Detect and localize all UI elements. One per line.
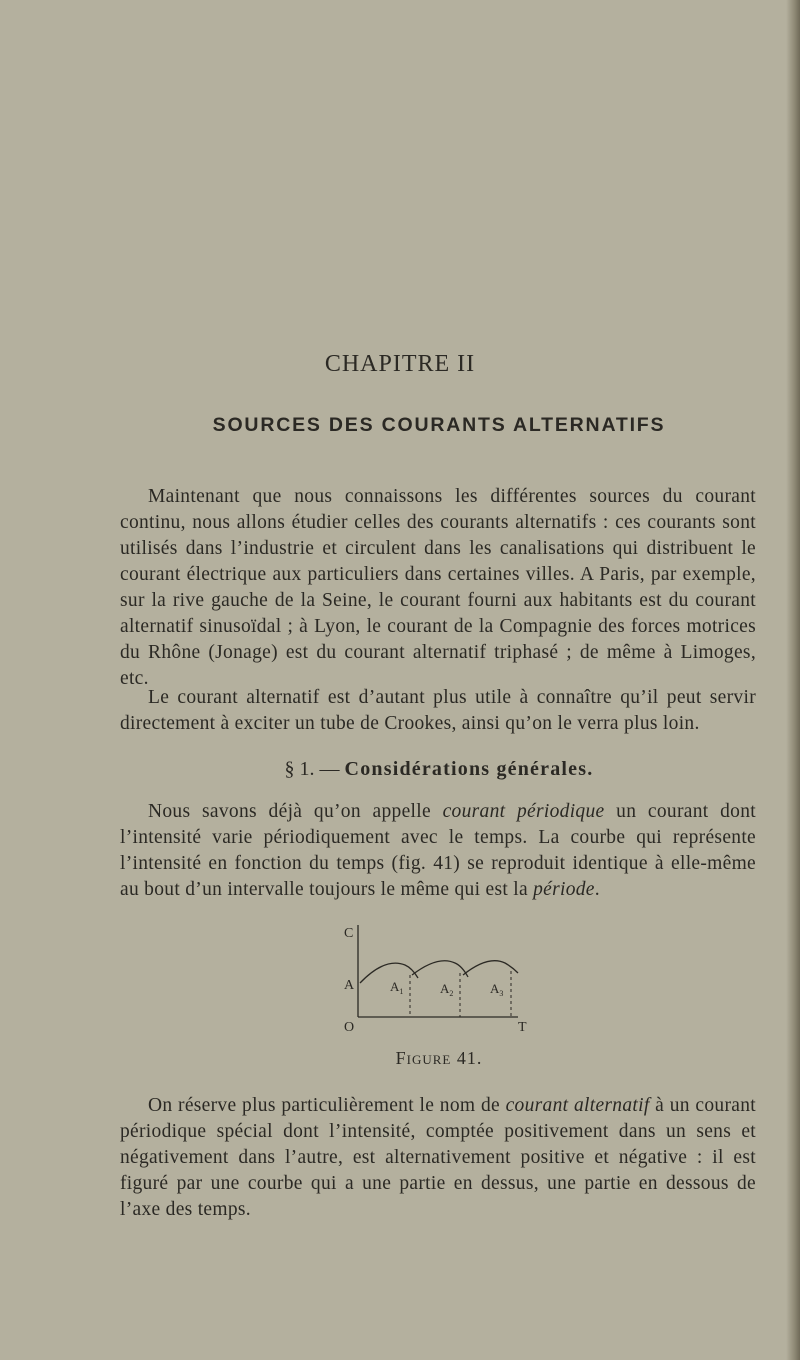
text-run: un courant dont l’intensité varie périodiquement avec le temps. La courbe qui représente l’intensité en fonction du temps (fig. 41) se reproduit identique à elle-même au bout d’un intervalle toujours le même qui est la xyxy=(120,801,756,900)
section-title: Considérations générales. xyxy=(344,758,594,780)
paragraph-intro: Maintenant que nous connaissons les différentes sources du courant continu, nous allons étudier celles des courants alternatifs : ces courants sont utilisés dans l’industrie et circulent dans les canalisations qui distribuent le courant électrique aux particuliers dans certaines villes. A Paris, par exemple, sur la rive gauche de la Seine, le courant fourni aux habitants est du courant alternatif sinusoïdal ; à Lyon, le courant de la Compagnie des forces motrices du Rhône (Jonage) est du courant alternatif triphasé ; de même à Limoges, etc. xyxy=(120,486,756,689)
label-a1-main: A xyxy=(390,979,400,994)
paragraph-periodic xyxy=(120,799,756,903)
label-a1-sub: 1 xyxy=(399,987,404,996)
text-run: . xyxy=(594,879,600,900)
label-a1 xyxy=(390,979,403,996)
figure-caption: Figure 41. xyxy=(395,1048,483,1068)
figure-41-diagram xyxy=(330,915,540,1040)
label-a3 xyxy=(490,981,503,998)
chapter-title: SOURCES DES COURANTS ALTERNATIFS xyxy=(212,414,666,436)
label-c: C xyxy=(344,926,354,941)
page-edge-shadow xyxy=(786,0,800,1360)
label-o: O xyxy=(344,1020,355,1035)
label-a: A xyxy=(344,978,355,993)
text-run: Nous savons déjà qu’on appelle xyxy=(148,801,443,822)
section-heading xyxy=(0,754,800,784)
term-courant-alternatif: courant alternatif xyxy=(505,1095,650,1116)
text-run: à un courant périodique spécial dont l’intensité, comptée positivement dans un sens et négativement dans l’autre, est alternativement positive et négative : il est figuré par une courbe qui a une partie en dessus, une partie en dessous de l’axe des temps. xyxy=(120,1095,756,1220)
paragraph-alternating xyxy=(120,1093,756,1223)
label-t: T xyxy=(518,1020,527,1035)
term-periode: période xyxy=(533,879,595,900)
label-a2-main: A xyxy=(440,981,450,996)
label-a2-sub: 2 xyxy=(449,989,454,998)
section-number: § 1. — xyxy=(284,758,345,780)
paragraph-crookes: Le courant alternatif est d’autant plus utile à connaître qu’il peut servir directement à exciter un tube de Crookes, ainsi qu’on le verra plus loin. xyxy=(120,687,756,734)
label-a2 xyxy=(440,981,453,998)
label-a3-sub: 3 xyxy=(499,989,504,998)
periodic-curve xyxy=(360,961,518,983)
term-courant-periodique: courant périodique xyxy=(442,801,605,822)
label-a3-main: A xyxy=(490,981,500,996)
text-run: On réserve plus particulièrement le nom de xyxy=(148,1095,506,1116)
chapter-heading: CHAPITRE II xyxy=(324,351,476,377)
